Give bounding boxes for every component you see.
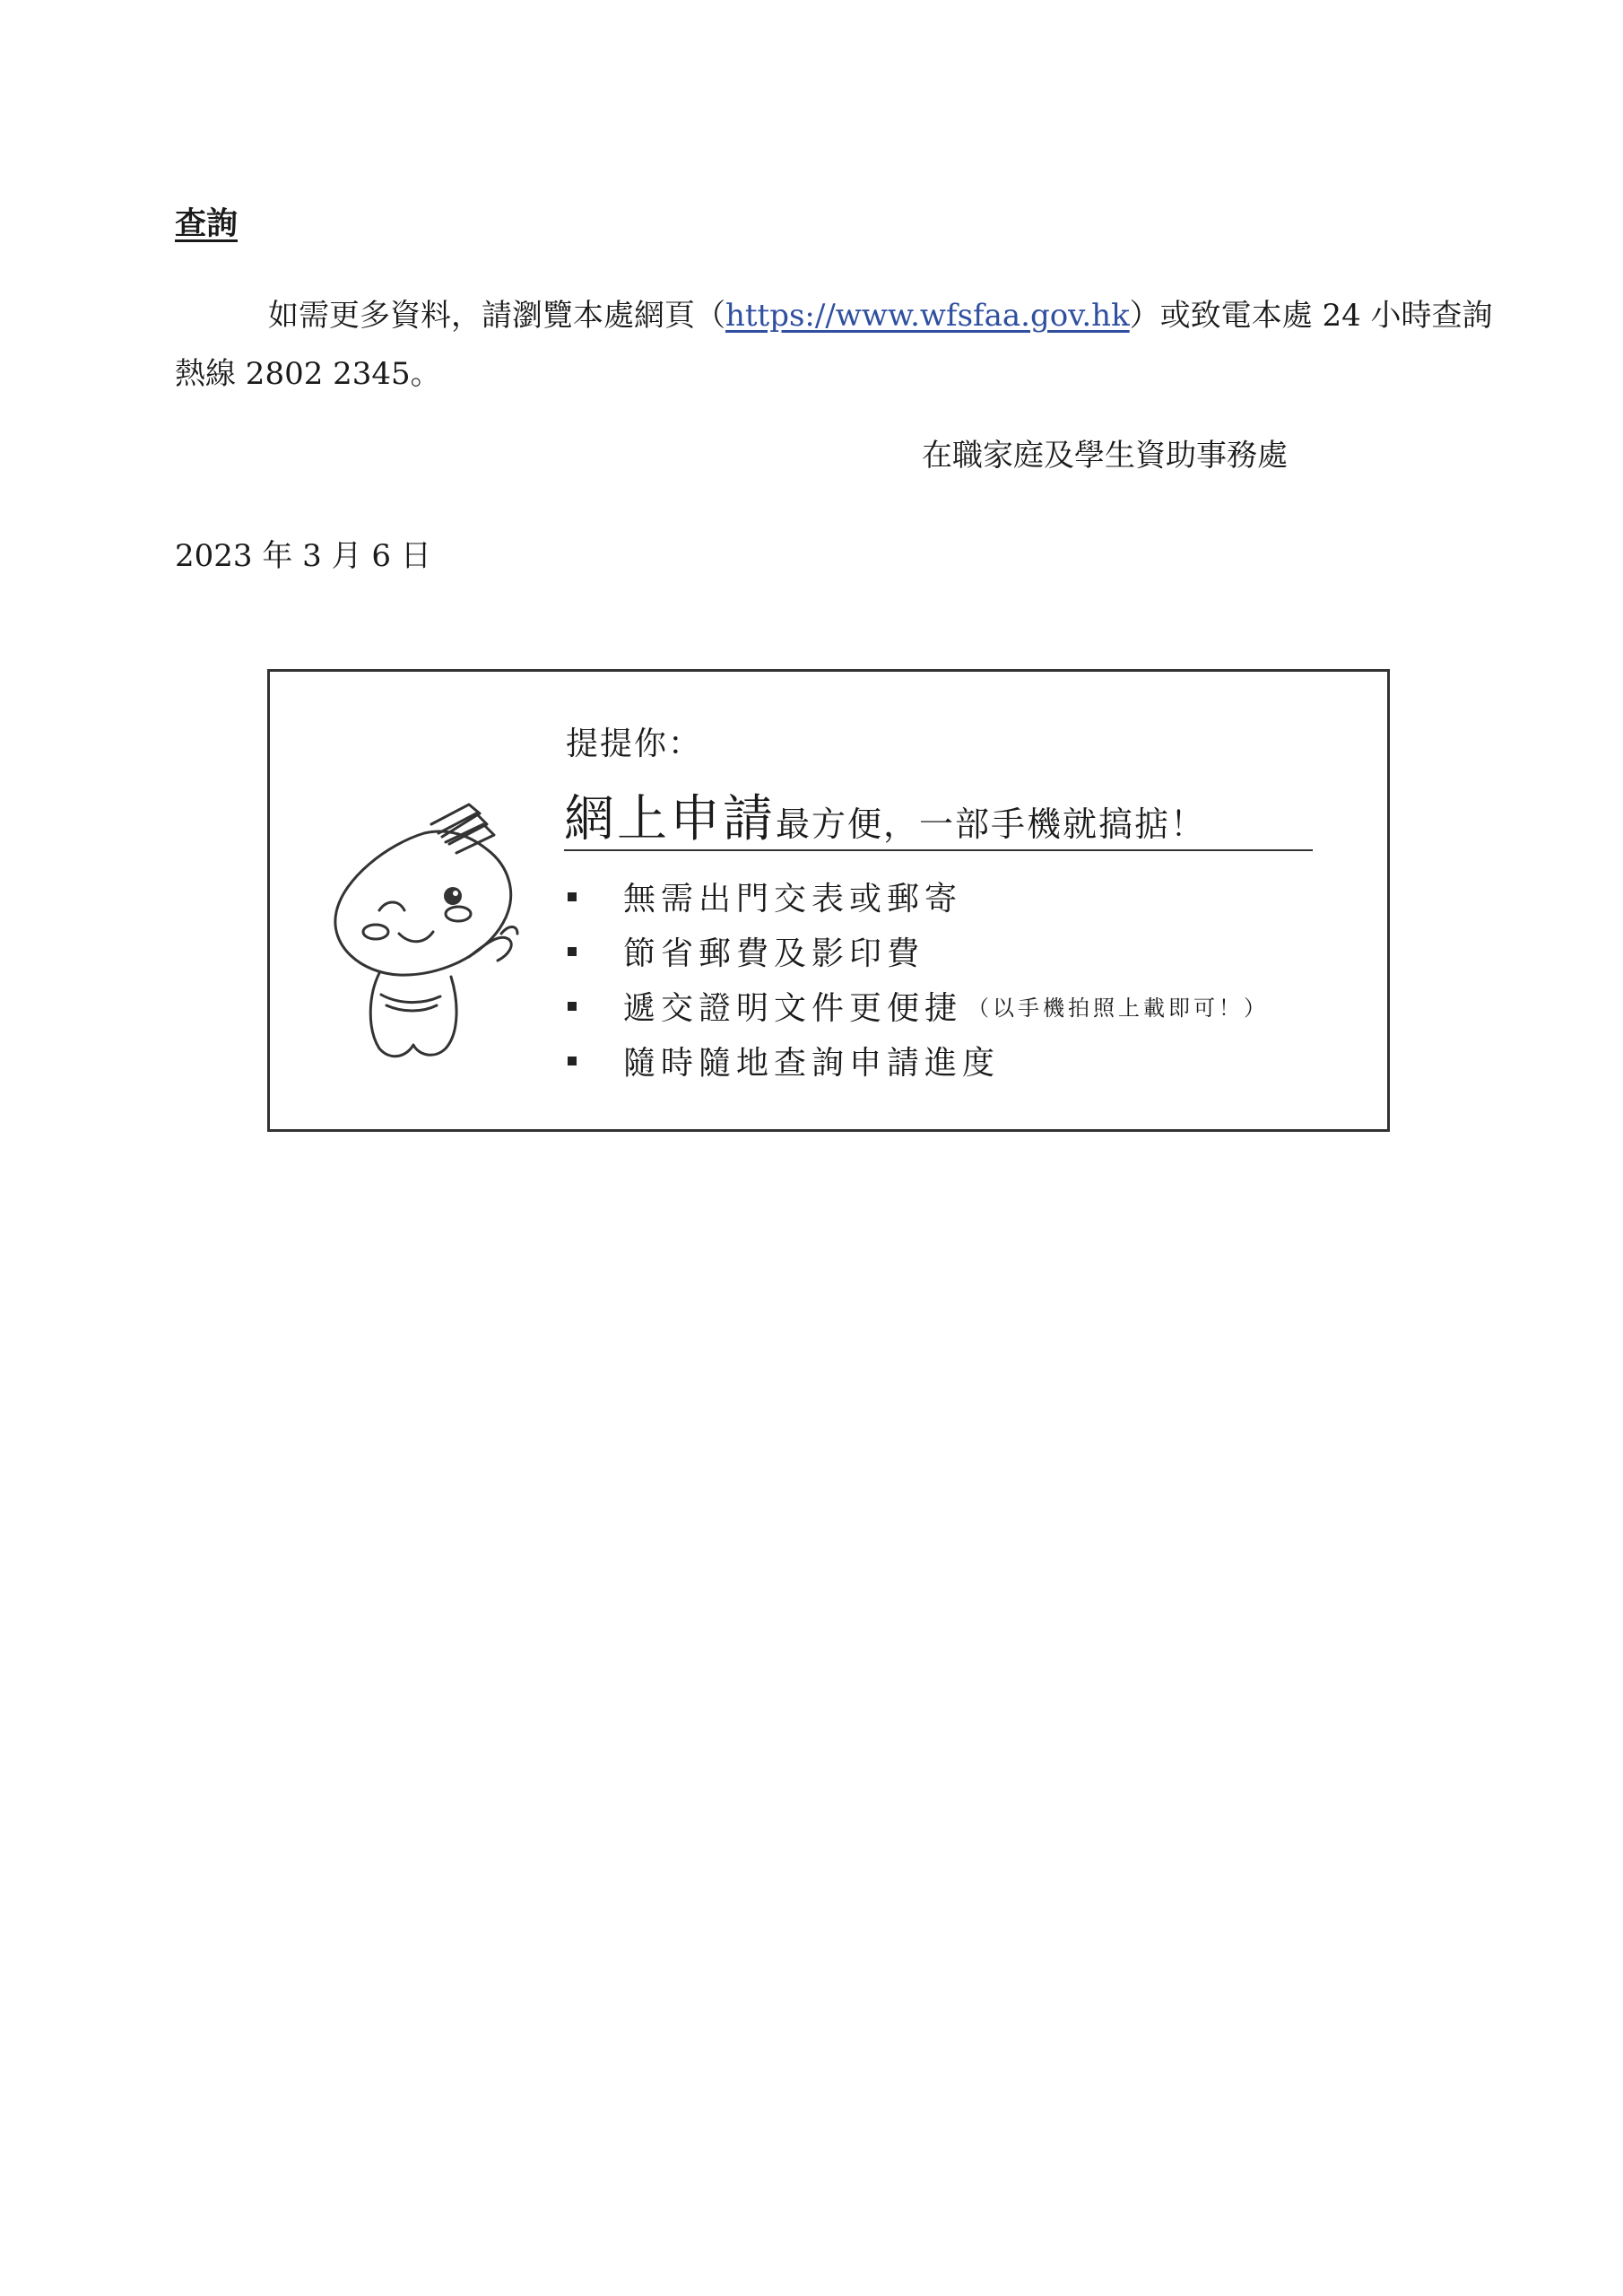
enquiry-heading: 查詢 xyxy=(175,205,239,242)
list-item xyxy=(566,869,1269,924)
list-item xyxy=(566,924,1269,978)
square-bullet-icon xyxy=(568,1002,577,1011)
website-link[interactable]: https://www.wfsfaa.gov.hk xyxy=(725,298,1130,334)
mascot-illustration xyxy=(317,797,550,1066)
reminder-headline xyxy=(564,779,1206,851)
reminder-headline-emphasis: 網上申請 xyxy=(564,790,776,848)
office-signature: 在職家庭及學生資助事務處 xyxy=(922,438,1288,474)
list-item-note: （以手機拍照上載即可！） xyxy=(968,996,1270,1021)
enquiry-paragraph xyxy=(175,287,1502,404)
square-bullet-icon xyxy=(568,892,577,901)
reminder-headline-rest: 最方便，一部手機就搞掂！ xyxy=(776,804,1207,844)
document-date: 2023 年 3 月 6 日 xyxy=(175,538,431,574)
list-item-text: 節省郵費及影印費 xyxy=(623,935,925,972)
enquiry-text-after-link: ）或致電本處 24 小時查詢熱線 2802 2345。 xyxy=(175,298,1493,392)
reminder-divider xyxy=(564,849,1313,851)
reminder-title: 提提你： xyxy=(566,726,703,762)
list-item-text: 隨時隨地查詢申請進度 xyxy=(623,1045,1001,1082)
reminder-box xyxy=(267,669,1390,1132)
list-item xyxy=(566,978,1269,1033)
list-item-text: 遞交證明文件更便捷 xyxy=(623,990,963,1027)
square-bullet-icon xyxy=(568,947,577,956)
list-item xyxy=(566,1033,1269,1088)
square-bullet-icon xyxy=(568,1057,577,1065)
enquiry-text-before-link: 如需更多資料，請瀏覽本處網頁（ xyxy=(268,298,725,334)
reminder-list xyxy=(566,869,1269,1088)
list-item-text: 無需出門交表或郵寄 xyxy=(623,881,963,918)
